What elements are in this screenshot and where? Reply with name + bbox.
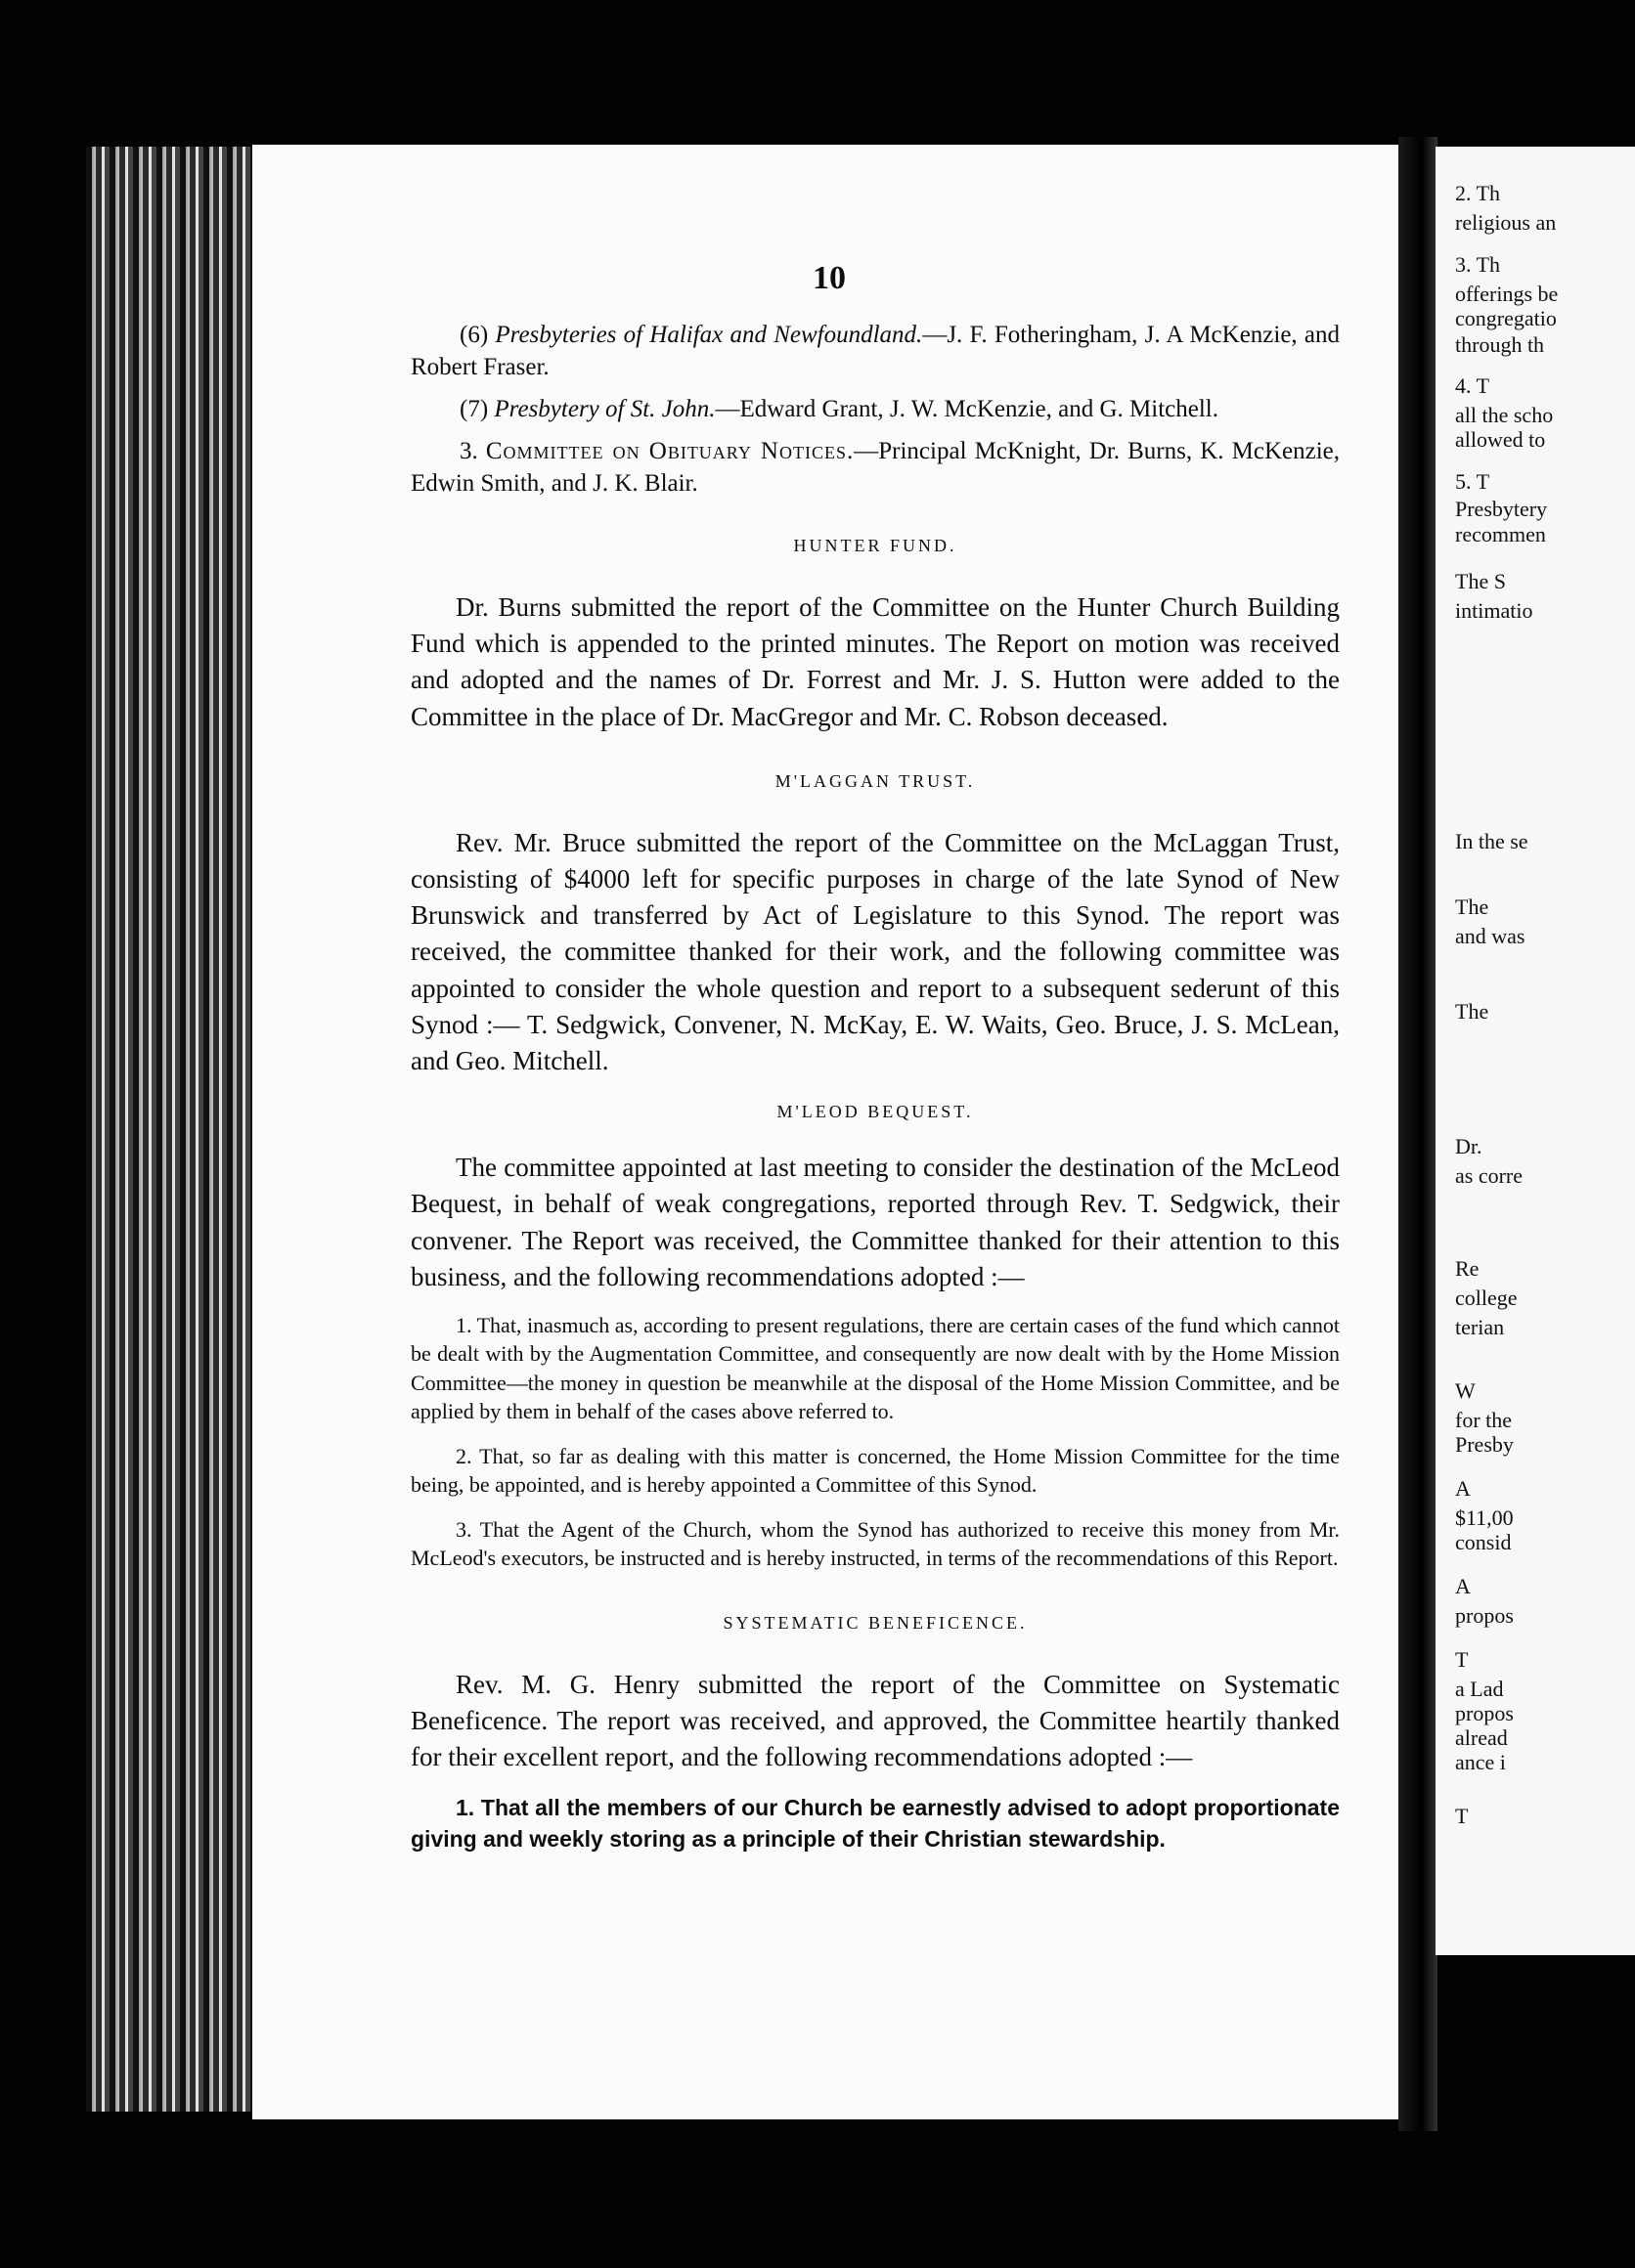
section-paragraph: Rev. Mr. Bruce submitted the report of the Committee on the McLaggan Trust, consisting of $4000 left for specific purposes in charge of the late Synod of New Brunswick and transferred by Act of Legislature to this Synod. The report was received, the committee thanked for their work, and the following committee was appointed to consider the whole question and report to a subsequent sederunt of this Synod :— T. Sedgwick, Convener, N. McKay, E. W. Waits, Geo. Bruce, J. S. McLean, and Geo. Mitchell.: [411, 827, 1340, 1075]
facing-page-line: and was: [1455, 924, 1525, 948]
facing-page-line: alread: [1455, 1725, 1508, 1750]
section-heading: HUNTER FUND.: [793, 536, 957, 555]
facing-page-line: offerings be: [1455, 282, 1559, 306]
page-gutter: [1398, 137, 1437, 2131]
facing-page-line: 4. T: [1455, 373, 1490, 398]
recommendation: 2. That, so far as dealing with this matter is concerned, the Home Mission Committee for the time being, be appointed, and is hereby appointed a Committee of this Synod.: [411, 1443, 1340, 1498]
item-number: (6): [460, 322, 489, 348]
facing-page-line: The S: [1455, 569, 1506, 593]
facing-page-line: all the scho: [1455, 403, 1554, 427]
facing-page-line: Re: [1455, 1256, 1480, 1281]
document-page: [252, 145, 1406, 2119]
committee-item: [411, 319, 1340, 383]
recommendation: 1. That all the members of our Church be earnestly advised to adopt proportionate giving and weekly storing as a principle of their Christian stewardship.: [411, 1795, 1340, 1852]
item-text: —Principal McKnight, Dr. Burns, K. McKenzie, Edwin Smith, and J. K. Blair.: [411, 438, 1340, 497]
facing-page-line: 5. T: [1455, 469, 1490, 494]
section-heading: M'LAGGAN TRUST.: [774, 770, 976, 791]
facing-page-line: $11,00: [1455, 1505, 1514, 1530]
facing-page-line: for the: [1455, 1408, 1513, 1432]
facing-page-line: A: [1455, 1574, 1471, 1598]
book-edge: [86, 147, 258, 2112]
facing-page-line: 3. Th: [1455, 252, 1501, 277]
facing-page-line: intimatio: [1455, 598, 1533, 623]
recommendation: 3. That the Agent of the Church, whom the Synod has authorized to receive this money from Mr. McLeod's executors, be instructed and is hereby instructed, in terms of the recommendations of this Report.: [411, 1516, 1340, 1571]
committee-item: [411, 393, 1340, 425]
facing-page-line: In the se: [1455, 829, 1528, 853]
facing-page-line: terian: [1455, 1315, 1505, 1339]
item-text: —Edward Grant, J. W. McKenzie, and G. Mitchell.: [715, 396, 1218, 422]
facing-page-line: religious an: [1455, 210, 1557, 235]
item-title: Committee on Obituary Notices.: [485, 438, 855, 464]
facing-page-line: Presbytery: [1455, 497, 1548, 521]
facing-page: [1436, 147, 1635, 1955]
facing-page-line: ance i: [1455, 1750, 1506, 1774]
section-paragraph: Rev. M. G. Henry submitted the report of the Committee on Systematic Beneficence. The report was received, and approved, the Committee heartily thanked for their excellent report, and the following recommendations adopted :—: [411, 1669, 1340, 1771]
facing-page-line: Dr.: [1455, 1134, 1482, 1158]
facing-page-line: T: [1455, 1804, 1469, 1828]
section-paragraph: The committee appointed at last meeting to consider the destination of the McLeod Bequest, in behalf of weak congregations, reported through Rev. T. Sedgwick, their convener. The Report was received, the Committee thanked for their attention to this business, and the following recommendations adopted :—: [411, 1153, 1340, 1291]
page-number: 10: [813, 260, 846, 296]
facing-page-line: The: [1455, 894, 1489, 919]
facing-page-line: The: [1455, 999, 1489, 1024]
facing-page-line: Presby: [1455, 1432, 1514, 1457]
facing-page-line: A: [1455, 1476, 1471, 1501]
item-text: —J. F. Fotheringham, J. A McKenzie, and Robert Fraser.: [411, 322, 1340, 380]
item-title: Presbyteries of Halifax and Newfoundland.: [495, 322, 923, 348]
facing-page-line: through th: [1455, 332, 1545, 357]
facing-page-line: recommen: [1455, 522, 1546, 546]
facing-page-line: propos: [1455, 1603, 1514, 1628]
recommendation: 1. That, inasmuch as, according to present regulations, there are certain cases of the fund which cannot be dealt with by the Augmentation Committee, and consequently are now dealt with by the Home Mission Committee—the money in question be meanwhile at the disposal of the Home Mission Committee, and be applied by them in behalf of the cases above referred to.: [411, 1313, 1340, 1424]
facing-page-line: T: [1455, 1647, 1469, 1672]
section-paragraph: Dr. Burns submitted the report of the Committee on the Hunter Church Building Fund which is appended to the printed minutes. The Report on motion was received and adopted and the names of Dr. Forrest and Mr. J. S. Hutton were added to the Committee in the place of Dr. MacGregor and Mr. C. Robson deceased.: [411, 591, 1340, 731]
facing-page-line: congregatio: [1455, 306, 1557, 330]
facing-page-line: W: [1455, 1378, 1476, 1403]
item-number: 3.: [460, 438, 478, 464]
committee-item: [411, 435, 1340, 500]
facing-page-line: allowed to: [1455, 427, 1546, 452]
facing-page-line: as corre: [1455, 1163, 1524, 1188]
section-heading: SYSTEMATIC BENEFICENCE.: [723, 1612, 1028, 1633]
facing-page-line: consid: [1455, 1530, 1512, 1554]
item-title: Presbytery of St. John.: [494, 396, 716, 422]
facing-page-line: a Lad: [1455, 1677, 1504, 1701]
page-content: [411, 319, 1340, 1855]
item-number: (7): [460, 396, 489, 422]
facing-page-line: 2. Th: [1455, 181, 1501, 205]
facing-page-line: propos: [1455, 1701, 1514, 1725]
facing-page-line: college: [1455, 1286, 1518, 1310]
section-heading: M'LEOD BEQUEST.: [776, 1102, 974, 1122]
